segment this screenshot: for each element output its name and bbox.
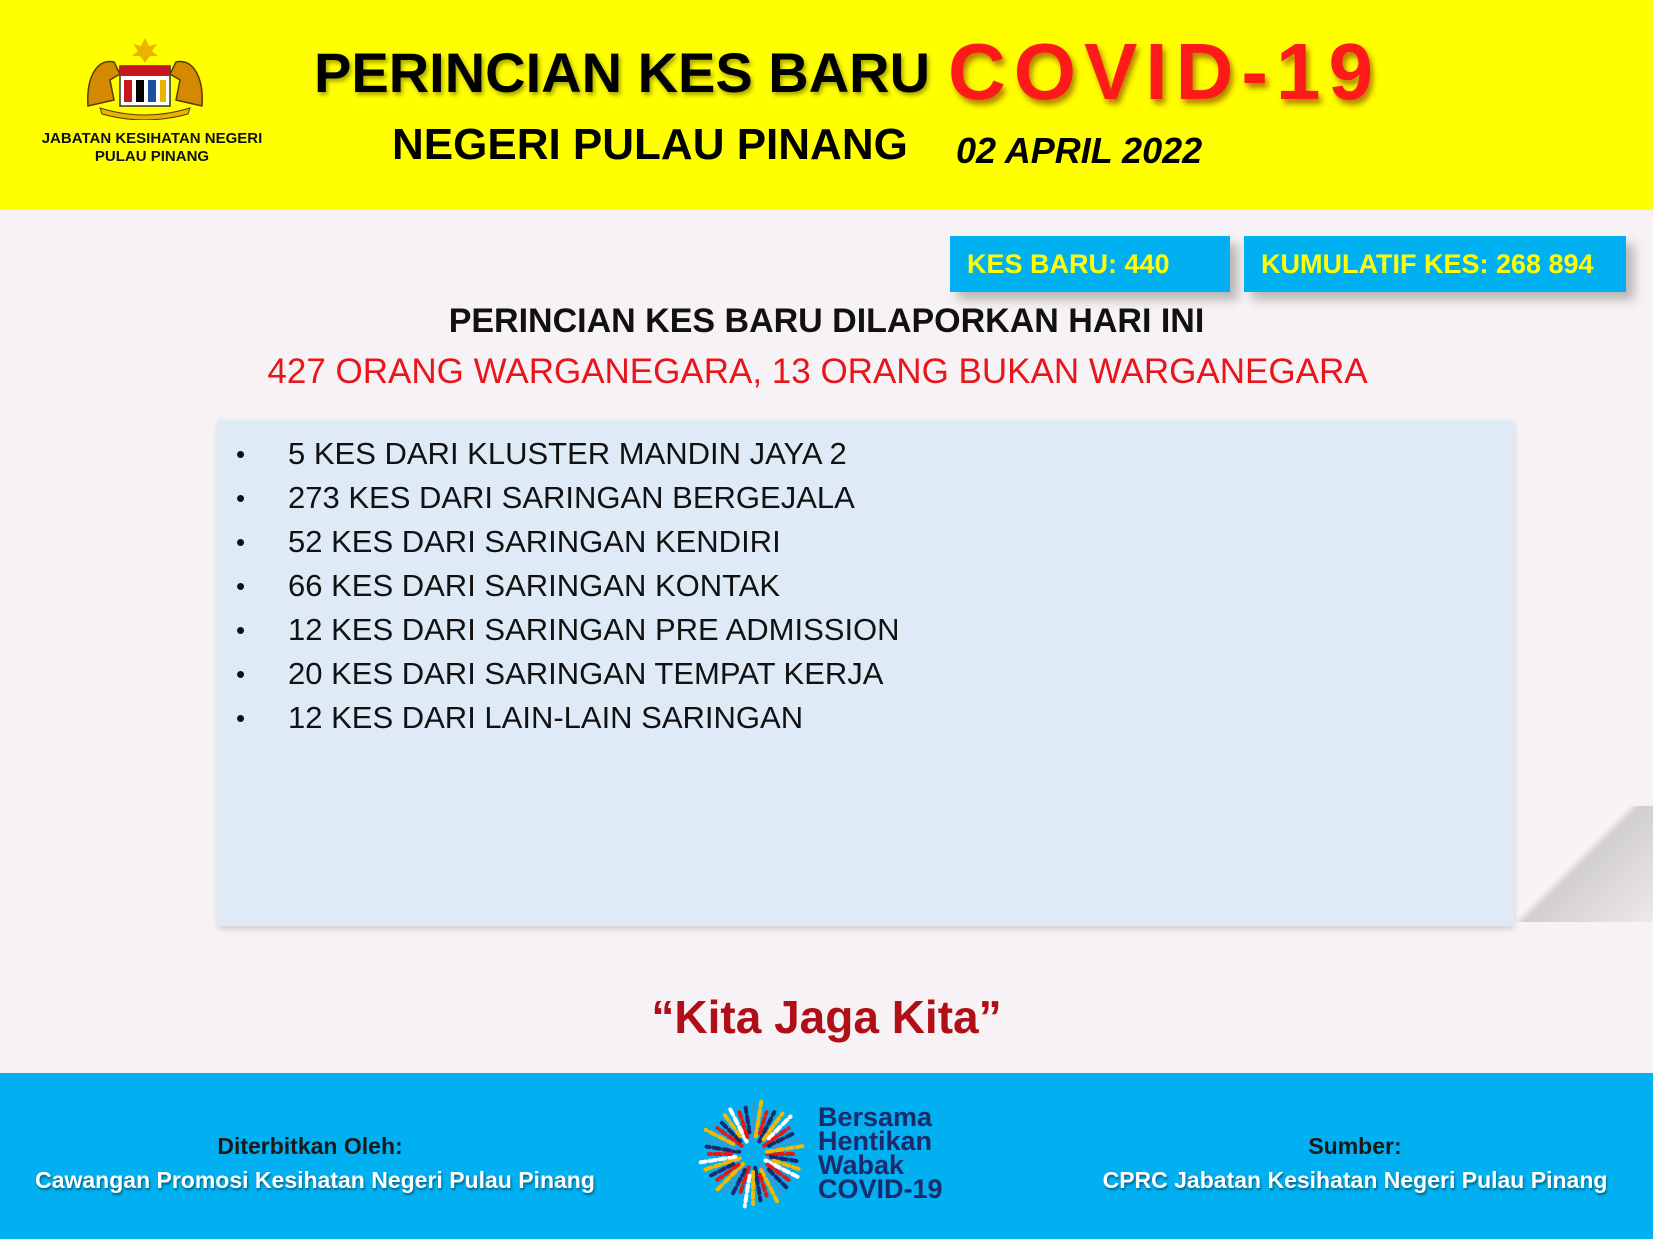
breakdown-panel	[218, 420, 1514, 926]
campaign-text	[818, 1102, 943, 1204]
burst-ray	[755, 1168, 760, 1201]
bullet-icon: •	[236, 615, 246, 645]
state-title: NEGERI PULAU PINANG	[392, 120, 908, 169]
cumulative-cases-badge: KUMULATIF KES: 268 894	[1244, 236, 1626, 292]
case-list	[218, 420, 1514, 740]
bullet-icon: •	[236, 439, 246, 469]
panel-shadow	[1500, 806, 1653, 922]
nationality-summary: 427 ORANG WARGANEGARA, 13 ORANG BUKAN WARGANEGARA	[267, 352, 1368, 391]
covid-title: COVID-19	[948, 27, 1381, 116]
case-list-item	[218, 696, 1514, 740]
bullet-icon: •	[236, 659, 246, 689]
case-list-item-text: 273 KES DARI SARINGAN BERGEJALA	[288, 480, 855, 515]
campaign-line-3: Wabak	[818, 1150, 905, 1180]
case-list-item	[218, 564, 1514, 608]
bullet-icon: •	[236, 527, 246, 557]
case-list-item	[218, 476, 1514, 520]
bullet-icon: •	[236, 483, 246, 513]
main-title: PERINCIAN KES BARU	[314, 41, 931, 104]
case-list-item-text: 5 KES DARI KLUSTER MANDIN JAYA 2	[288, 436, 847, 471]
header-banner	[0, 0, 1653, 210]
case-list-item	[218, 432, 1514, 476]
campaign-line-1: Bersama	[818, 1102, 933, 1132]
bullet-icon: •	[236, 703, 246, 733]
coat-of-arms-icon	[80, 36, 210, 120]
case-list-item-text: 20 KES DARI SARINGAN TEMPAT KERJA	[288, 656, 884, 691]
new-cases-badge: KES BARU: 440	[950, 236, 1230, 292]
published-by: Cawangan Promosi Kesihatan Negeri Pulau Pinang	[35, 1167, 595, 1193]
breakdown-subtitle: PERINCIAN KES BARU DILAPORKAN HARI INI	[448, 302, 1205, 340]
source-value: CPRC Jabatan Kesihatan Negeri Pulau Pinang	[1102, 1167, 1608, 1193]
burst-ray	[746, 1108, 750, 1133]
department-name: JABATAN KESIHATAN NEGERI PULAU PINANG	[41, 130, 263, 165]
case-list-item	[218, 520, 1514, 564]
report-date: 02 APRIL 2022	[956, 130, 1203, 171]
case-list-item	[218, 608, 1514, 652]
case-list-item-text: 12 KES DARI SARINGAN PRE ADMISSION	[288, 612, 900, 647]
case-list-item-text: 66 KES DARI SARINGAN KONTAK	[288, 568, 781, 603]
case-list-item	[218, 652, 1514, 696]
case-list-item-text: 12 KES DARI LAIN-LAIN SARINGAN	[288, 700, 804, 735]
campaign-line-2: Hentikan	[818, 1126, 933, 1156]
case-list-item-text: 52 KES DARI SARINGAN KENDIRI	[288, 524, 781, 559]
published-label: Diterbitkan Oleh:	[217, 1133, 403, 1159]
burst-logo-icon	[698, 1099, 808, 1209]
campaign-line-4: COVID-19	[818, 1174, 943, 1204]
footer-banner	[0, 1073, 1653, 1239]
source-label: Sumber:	[1308, 1133, 1402, 1159]
slogan: “Kita Jaga Kita”	[651, 991, 1002, 1043]
bullet-icon: •	[236, 571, 246, 601]
